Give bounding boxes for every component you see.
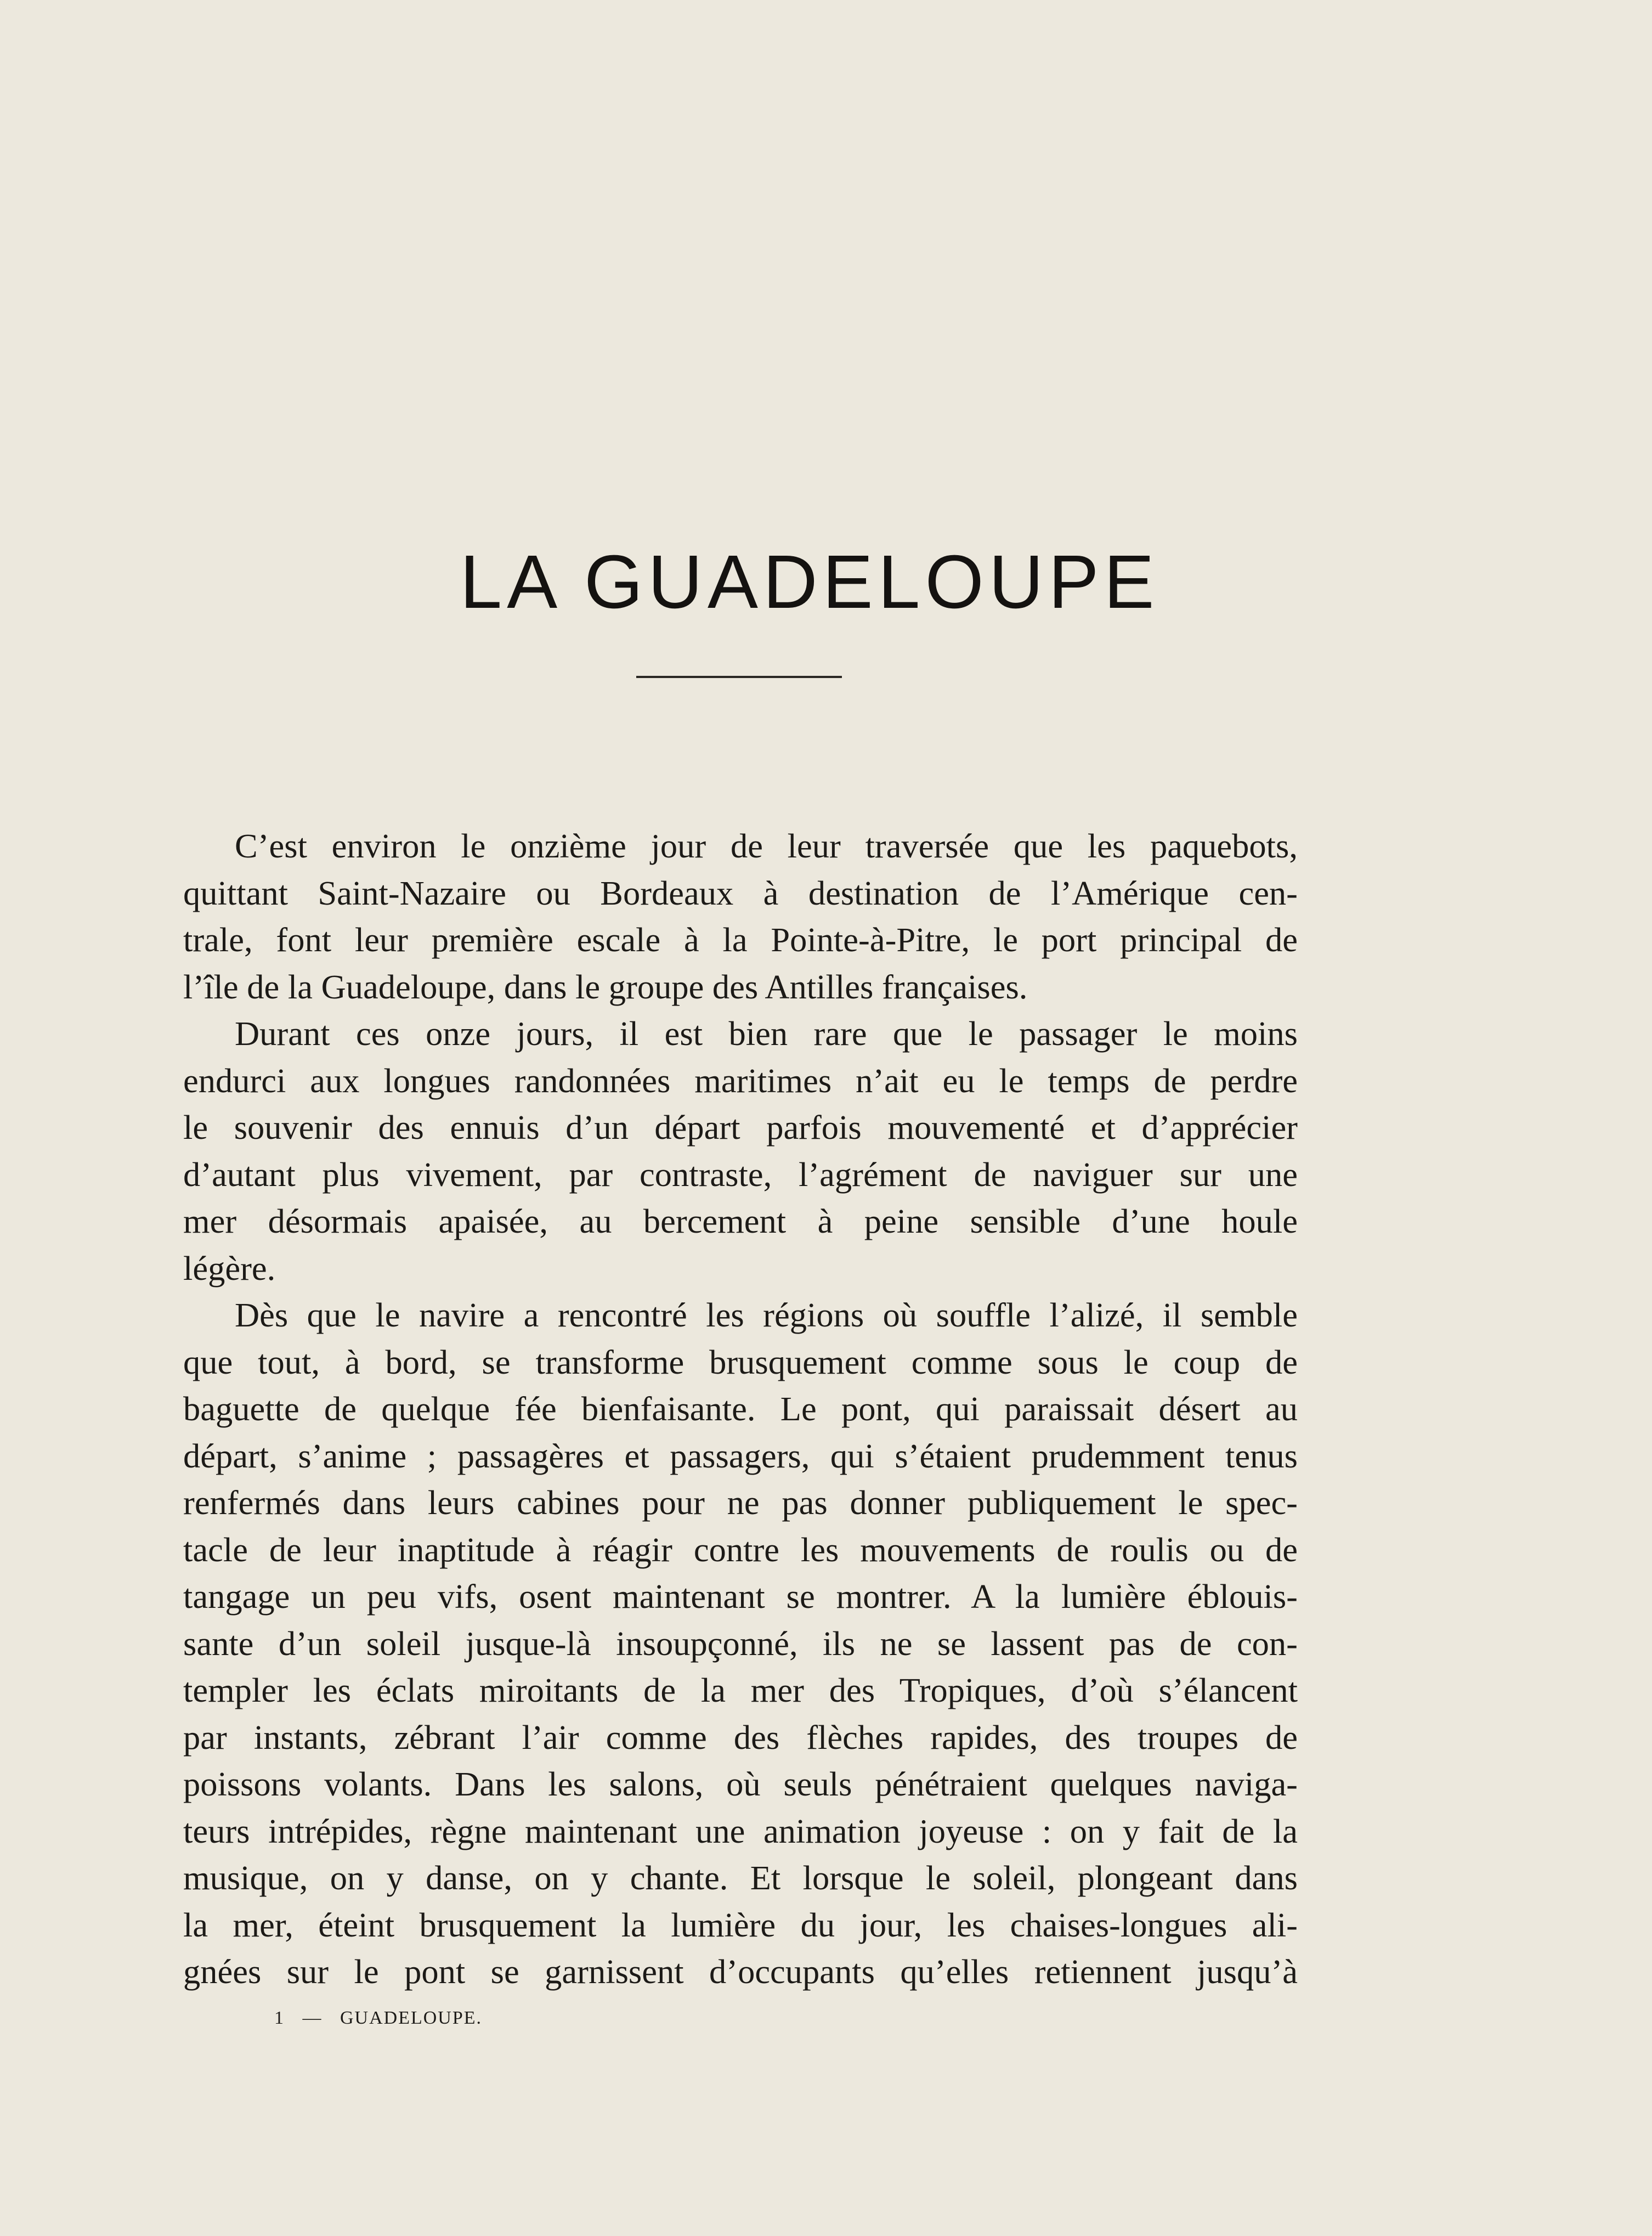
page-title: LA GUADELOUPE	[460, 540, 1159, 625]
text-line: l’île de la Guadeloupe, dans le groupe des Antilles françaises.	[183, 967, 1028, 1006]
title-divider	[636, 676, 842, 678]
text-line: le souvenir des ennuis d’un départ parfois mouvementé et d’apprécier	[183, 1108, 1298, 1147]
text-line: Durant ces onze jours, il est bien rare que le passager le moins	[235, 1014, 1298, 1053]
text-line: Dès que le navire a rencontré les régions où souffle l’alizé, il semble	[235, 1296, 1298, 1334]
text-line: départ, s’anime ; passagères et passagers, qui s’étaient prudemment tenus	[183, 1436, 1298, 1475]
text-line: d’autant plus vivement, par contraste, l’agrément de naviguer sur une	[183, 1155, 1298, 1194]
paragraph-1	[183, 823, 1298, 1010]
text-line: légère.	[183, 1249, 276, 1288]
text-line: tangage un peu vifs, osent maintenant se montrer. A la lumière éblouis-	[183, 1577, 1298, 1616]
text-line: sante d’un soleil jusque-là insoupçonné, ils ne se lassent pas de con-	[183, 1624, 1298, 1663]
text-line: la mer, éteint brusquement la lumière du jour, les chaises-longues ali-	[183, 1905, 1298, 1944]
signature-number: 1	[274, 2008, 285, 2028]
text-line: poissons volants. Dans les salons, où seuls pénétraient quelques naviga-	[183, 1765, 1298, 1803]
printer-signature	[274, 2008, 482, 2029]
text-line: quittant Saint-Nazaire ou Bordeaux à destination de l’Amérique cen-	[183, 873, 1298, 912]
text-line: mer désormais apaisée, au bercement à peine sensible d’une houle	[183, 1202, 1298, 1240]
paragraph-3	[183, 1292, 1298, 1996]
text-line: musique, on y danse, on y chante. Et lorsque le soleil, plongeant dans	[183, 1859, 1298, 1897]
signature-dash: —	[302, 2008, 323, 2028]
text-line: baguette de quelque fée bienfaisante. Le pont, qui paraissait désert au	[183, 1390, 1298, 1428]
text-line: que tout, à bord, se transforme brusquement comme sous le coup de	[183, 1342, 1298, 1381]
text-line: templer les éclats miroitants de la mer des Tropiques, d’où s’élancent	[183, 1671, 1298, 1709]
text-line: C’est environ le onzième jour de leur traversée que les paquebots,	[235, 827, 1298, 865]
text-line: teurs intrépides, règne maintenant une animation joyeuse : on y fait de la	[183, 1811, 1298, 1850]
signature-label: GUADELOUPE.	[340, 2008, 483, 2028]
text-line: renfermés dans leurs cabines pour ne pas donner publiquement le spec-	[183, 1483, 1298, 1522]
paragraph-2	[183, 1010, 1298, 1292]
body-text	[183, 823, 1298, 1996]
text-line: tacle de leur inaptitude à réagir contre les mouvements de roulis ou de	[183, 1530, 1298, 1569]
text-line: par instants, zébrant l’air comme des flèches rapides, des troupes de	[183, 1718, 1298, 1757]
text-line: endurci aux longues randonnées maritimes n’ait eu le temps de perdre	[183, 1061, 1298, 1100]
text-line: trale, font leur première escale à la Pointe-à-Pitre, le port principal de	[183, 921, 1298, 959]
text-line: gnées sur le pont se garnissent d’occupants qu’elles retiennent jusqu’à	[183, 1952, 1298, 1991]
